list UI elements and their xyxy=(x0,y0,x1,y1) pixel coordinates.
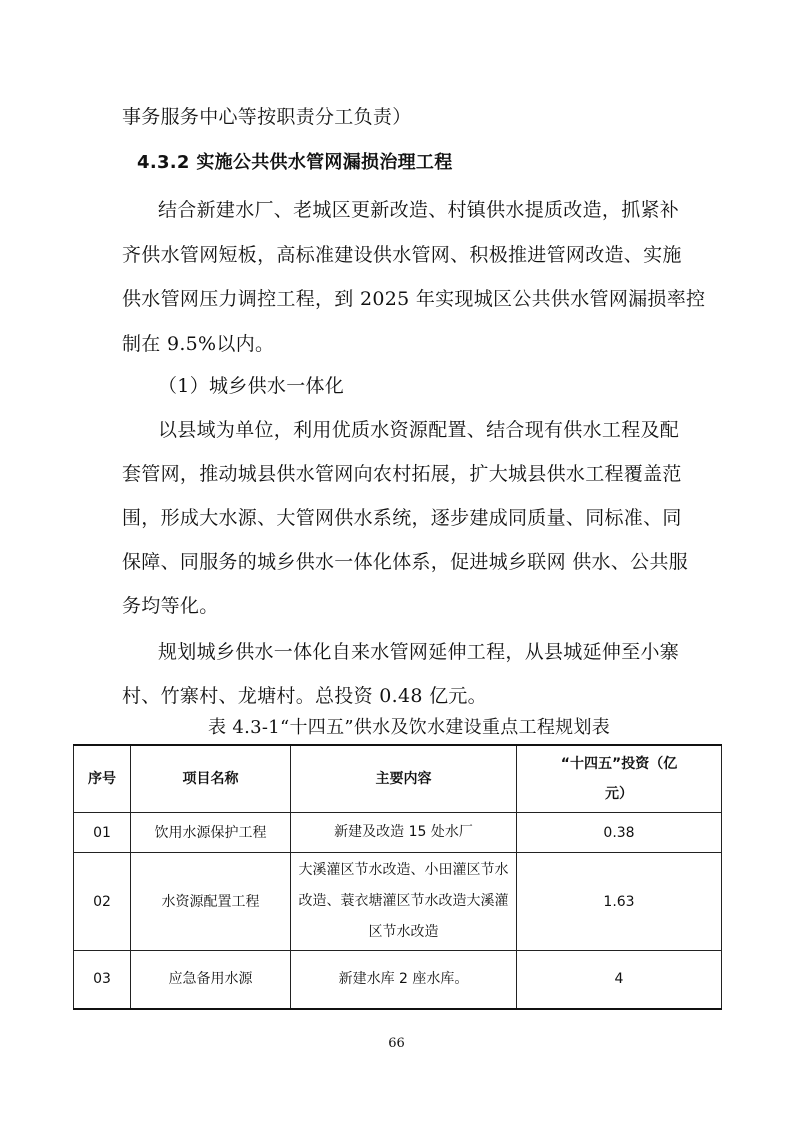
cell-content-line: 区节水改造 xyxy=(368,924,439,940)
cell-no: 02 xyxy=(74,853,131,951)
header-content: 主要内容 xyxy=(291,745,517,813)
cell-no: 01 xyxy=(74,813,131,853)
paragraph-line: 村、竹寨村、龙塘村。总投资 0.48 亿元。 xyxy=(122,685,487,707)
header-name: 项目名称 xyxy=(131,745,291,813)
cell-content-line: 大溪灌区节水改造、小田灌区节水 xyxy=(298,862,509,878)
cell-content xyxy=(291,813,517,853)
cell-content-line: 新建及改造 15 处水厂 xyxy=(334,824,473,840)
continuation-line: 事务服务中心等按职责分工负责） xyxy=(122,106,412,128)
paragraph-line: 以县域为单位，利用优质水资源配置、结合现有供水工程及配 xyxy=(158,419,680,441)
cell-name: 水资源配置工程 xyxy=(131,853,291,951)
section-heading: 4.3.2 实施公共供水管网漏损治理工程 xyxy=(137,152,453,173)
cell-name: 应急备用水源 xyxy=(131,951,291,1009)
sub-heading: （1）城乡供水一体化 xyxy=(158,375,345,397)
table-caption: 表 4.3-1“十四五”供水及饮水建设重点工程规划表 xyxy=(208,717,611,738)
header-no: 序号 xyxy=(74,745,131,813)
table-row xyxy=(74,951,722,1009)
cell-content-line: 改造、蓑衣塘灌区节水改造大溪灌 xyxy=(298,893,509,909)
cell-no: 03 xyxy=(74,951,131,1009)
table-row xyxy=(74,813,722,853)
page-number: 66 xyxy=(388,1036,405,1051)
table-row xyxy=(74,853,722,951)
investment-table xyxy=(73,744,722,1010)
cell-content xyxy=(291,951,517,1009)
cell-investment: 1.63 xyxy=(517,853,722,951)
cell-investment: 4 xyxy=(517,951,722,1009)
paragraph-line: 套管网，推动城县供水管网向农村拓展，扩大城县供水工程覆盖范 xyxy=(122,463,682,485)
paragraph-line: 务均等化。 xyxy=(122,595,219,617)
paragraph-line: 规划城乡供水一体化自来水管网延伸工程，从县城延伸至小寨 xyxy=(158,641,680,663)
paragraph-line: 围，形成大水源、大管网供水系统，逐步建成同质量、同标准、同 xyxy=(122,507,682,529)
header-investment-line: 元） xyxy=(605,786,633,802)
paragraph-line: 保障、同服务的城乡供水一体化体系，促进城乡联网 供水、公共服 xyxy=(122,551,689,573)
paragraph-line: 制在 9.5%以内。 xyxy=(122,333,275,355)
paragraph-line: 供水管网压力调控工程，到 2025 年实现城区公共供水管网漏损率控 xyxy=(122,288,706,310)
cell-name: 饮用水源保护工程 xyxy=(131,813,291,853)
table-header-row xyxy=(74,745,722,813)
header-investment-line: “十四五”投资（亿 xyxy=(560,756,678,772)
cell-content xyxy=(291,853,517,951)
cell-investment: 0.38 xyxy=(517,813,722,853)
paragraph-line: 结合新建水厂、老城区更新改造、村镇供水提质改造，抓紧补 xyxy=(158,199,680,221)
paragraph-line: 齐供水管网短板，高标准建设供水管网、积极推进管网改造、实施 xyxy=(122,244,682,266)
header-investment xyxy=(517,745,722,813)
cell-content-line: 新建水库 2 座水库。 xyxy=(338,970,469,987)
